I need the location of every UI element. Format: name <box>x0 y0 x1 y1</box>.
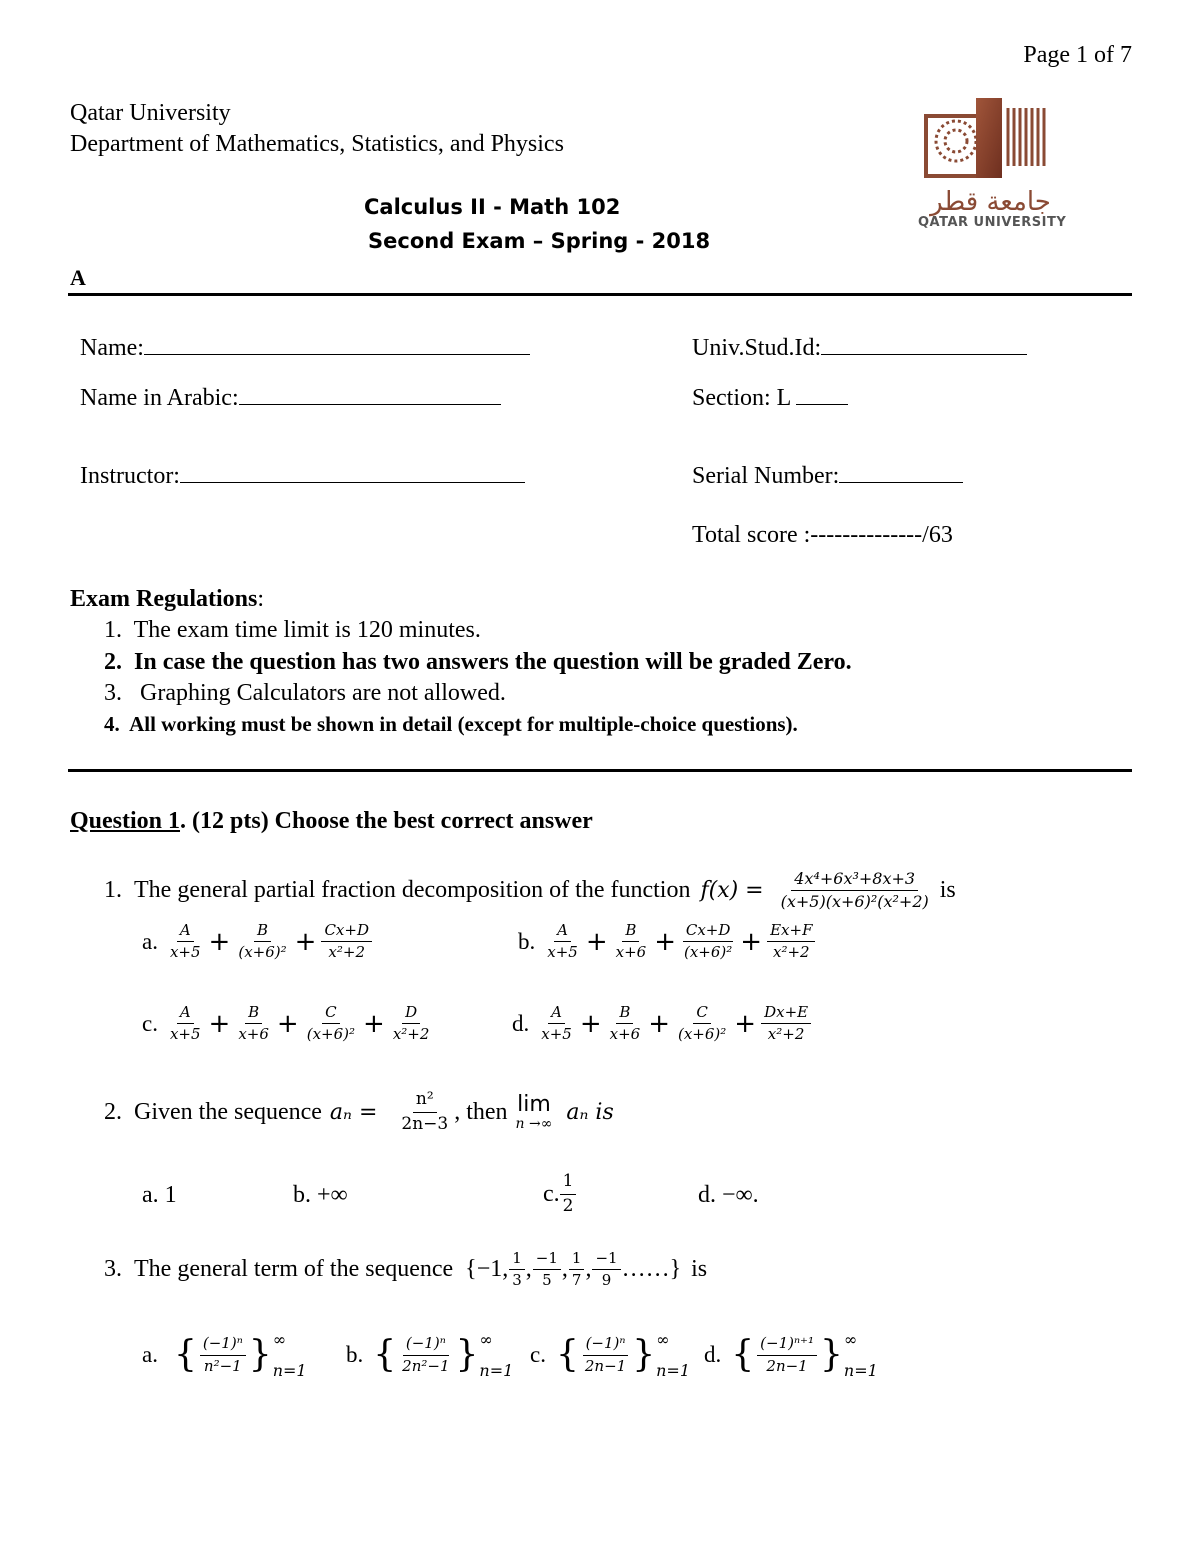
question-1-2: 2. Given the sequence aₙ = $\frac{\text{n²}}{2n-3}$ , then lim n →∞ aₙ is <box>104 1089 614 1134</box>
regulation-item: 2. In case the question has two answers the question will be graded Zero. <box>104 649 852 675</box>
name-field[interactable] <box>80 332 530 362</box>
regulations-title: Exam Regulations: <box>70 586 265 612</box>
top-divider <box>68 293 1132 296</box>
qatar-university-logo <box>918 96 1067 231</box>
q1-option-a[interactable]: a. $\frac{A}{x+5}$ + $\frac{B}{\text{(x+6)²}}$ + $\frac{Cx+D}{\text{x²+2}}$ <box>142 922 375 962</box>
instructor-field[interactable] <box>80 460 525 490</box>
question-1-heading: Question 1. (12 pts) Choose the best correct answer <box>70 808 593 834</box>
regulation-item: 3. Graphing Calculators are not allowed. <box>104 680 506 706</box>
logo-arabic-text: جامعة قطر <box>930 187 1051 217</box>
q3-option-d[interactable]: d. { $\frac{\text{(−1)ⁿ⁺¹}}{2n-1}$ } ∞ n=1 <box>704 1330 878 1380</box>
q2-option-b[interactable]: b. +∞ <box>293 1182 348 1208</box>
q3-option-b[interactable]: b. { $\frac{\text{(−1)ⁿ}}{\text{2n²−1}}$ } ∞ n=1 <box>346 1330 514 1380</box>
q2-option-a[interactable]: a. 1 <box>142 1182 177 1208</box>
q2-option-d[interactable]: d. −∞. <box>698 1182 759 1208</box>
section-label: Section: L <box>692 385 791 411</box>
logo-emblem-icon <box>918 96 1063 186</box>
logo-english-text: QATAR UNIVERSITY <box>918 215 1067 230</box>
name-arabic-field[interactable] <box>80 382 501 412</box>
q1-option-b[interactable]: b. $\frac{A}{x+5}$ + $\frac{B}{x+6}$ + $\frac{Cx+D}{\text{(x+6)²}}$ + $\frac{Ex+F}{\text{x²+2}}$ <box>518 922 818 962</box>
q3-option-c[interactable]: c. { $\frac{\text{(−1)ⁿ}}{2n-1}$ } ∞ n=1 <box>530 1330 690 1380</box>
q1-option-d[interactable]: d. $\frac{A}{x+5}$ + $\frac{B}{x+6}$ + $\frac{C}{\text{(x+6)²}}$ + $\frac{Dx+E}{\text{x²+2}}$ <box>512 1004 814 1044</box>
regulation-item: 4. All working must be shown in detail (except for multiple-choice questions). <box>104 712 798 736</box>
serial-field[interactable] <box>692 460 963 490</box>
page-number: Page 1 of 7 <box>1023 42 1132 68</box>
section-field[interactable] <box>692 382 848 412</box>
course-title: Calculus II - Math 102 <box>364 195 621 219</box>
serial-label: Serial Number: <box>692 463 840 489</box>
exam-version: A <box>70 265 86 290</box>
bottom-divider <box>68 769 1132 772</box>
total-score: Total score :--------------/63 <box>692 522 953 548</box>
q3-option-a[interactable]: a. { $\frac{\text{(−1)ⁿ}}{\text{n²−1}}$ } ∞ n=1 <box>142 1330 307 1380</box>
name-arabic-label: Name in Arabic: <box>80 385 239 411</box>
question-1-1: 1. The general partial fraction decomposition of the function f(x) = $\frac{\text{4x⁴+6x³+8x+3}}{\text{(x+5)(x+6)²(x²+2)}}$ is <box>104 869 956 912</box>
univ-id-field[interactable] <box>692 332 1027 362</box>
univ-id-label: Univ.Stud.Id: <box>692 335 822 361</box>
question-1-3: 3. The general term of the sequence {−1, $\frac{1}{3}$ , $\frac{-1}{5}$ , $\frac{1}{7}$ , $\frac{-1}{9}$ ……} is <box>104 1249 708 1290</box>
regulation-item: 1. The exam time limit is 120 minutes. <box>104 617 481 643</box>
instructor-label: Instructor: <box>80 463 180 489</box>
name-label: Name: <box>80 335 144 361</box>
university-name: Qatar University <box>70 100 231 126</box>
department-name: Department of Mathematics, Statistics, and Physics <box>70 131 564 157</box>
exam-title: Second Exam – Spring - 2018 <box>368 229 711 253</box>
q2-option-c[interactable]: c. $\frac{1}{2}$ <box>543 1172 579 1216</box>
q1-option-c[interactable]: c. $\frac{A}{x+5}$ + $\frac{B}{x+6}$ + $\frac{C}{\text{(x+6)²}}$ + $\frac{D}{\text{x²+2}}$ <box>142 1003 430 1044</box>
